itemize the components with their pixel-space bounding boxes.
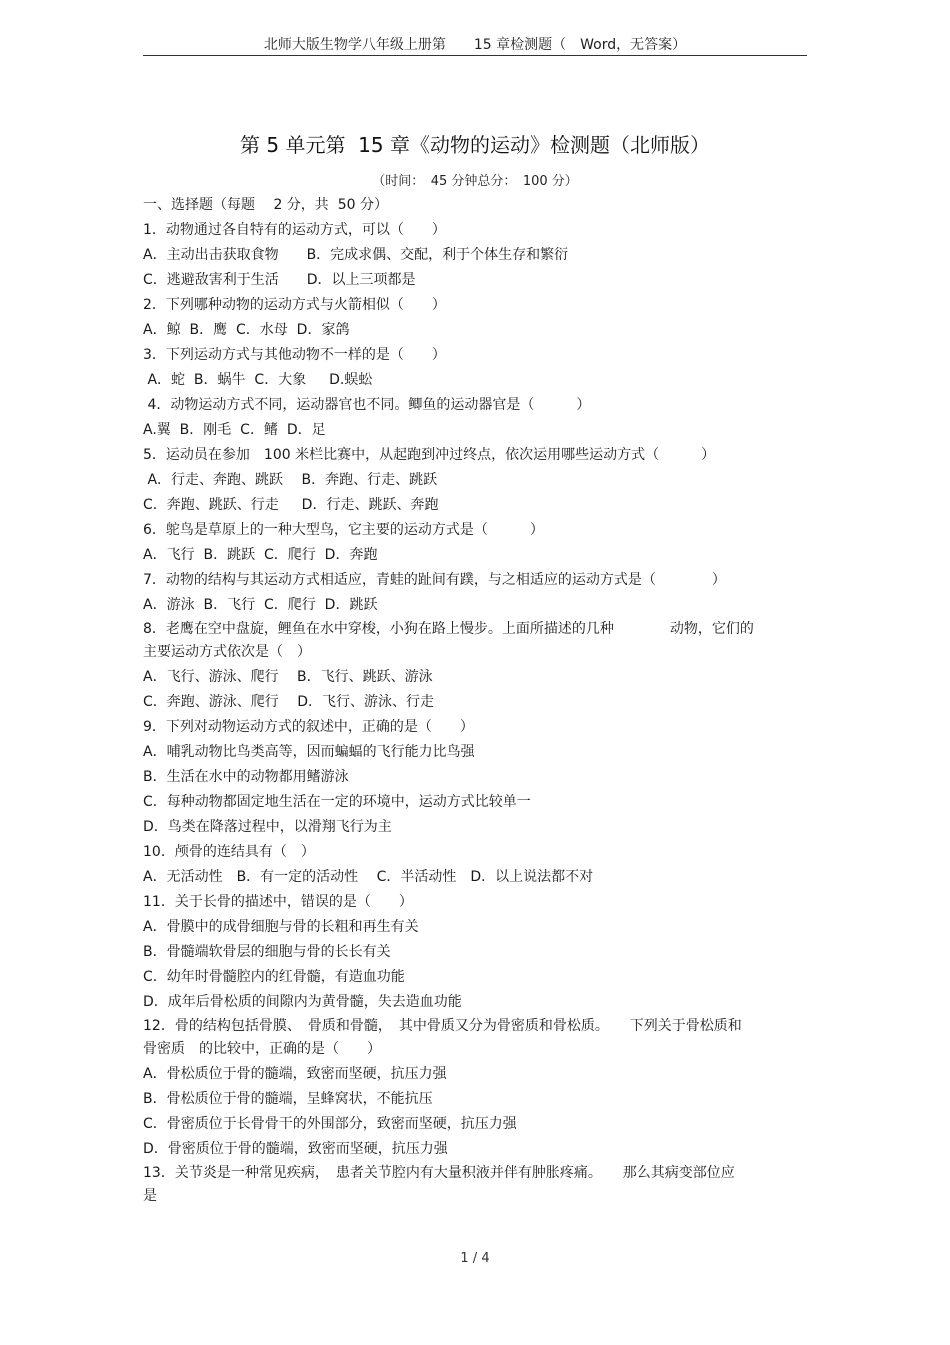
option-line: C．每种动物都固定地生活在一定的环境中，运动方式比较单一 [143,794,531,810]
option-line: A．鲸 B．鹰 C．水母 D．家鸽 [143,322,350,338]
question-line-continued: 是 [143,1188,157,1204]
option-line: C．逃避敌害利于生活 D．以上三项都是 [143,272,416,288]
page-number: 1 / 4 [460,1251,490,1266]
option-line: D．鸟类在降落过程中，以滑翔飞行为主 [143,819,392,835]
question-line: 12．骨的结构包括骨膜、 骨质和骨髓， 其中骨质又分为骨密质和骨松质。 下列关于骨松质和 [143,1018,742,1034]
option-line: C．幼年时骨髓腔内的红骨髓，有造血功能 [143,969,405,985]
option-line: C．奔跑、游泳、爬行 D．飞行、游泳、行走 [143,694,435,710]
question-line: 8．老鹰在空中盘旋，鲤鱼在水中穿梭，小狗在路上慢步。上面所描述的几种 动物，它们的 [143,621,754,637]
option-line: A．骨膜中的成骨细胞与骨的长粗和再生有关 [143,919,419,935]
option-line: A．主动出击获取食物 B．完成求偶、交配，利于个体生存和繁衍 [143,247,569,263]
option-line: B．生活在水中的动物都用鳍游泳 [143,769,349,785]
option-line: A．飞行、游泳、爬行 B．飞行、跳跃、游泳 [143,669,433,685]
option-line: A．游泳 B．飞行 C．爬行 D．跳跃 [143,597,378,613]
option-line: A．行走、奔跑、跳跃 B．奔跑、行走、跳跃 [143,472,438,488]
option-line: C．奔跑、跳跃、行走 D．行走、跳跃、奔跑 [143,497,439,513]
option-line: A．无活动性 B．有一定的活动性 C．半活动性 D．以上说法都不对 [143,869,594,885]
section-heading: 一、选择题（每题 2 分，共 50 分） [143,197,388,213]
question-body [143,193,807,1209]
option-line: A．哺乳动物比鸟类高等，因而蝙蝠的飞行能力比鸟强 [143,744,475,760]
option-line: B．骨髓端软骨层的细胞与骨的长长有关 [143,944,391,960]
question-line: 7．动物的结构与其运动方式相适应，青蛙的趾间有蹼，与之相适应的运动方式是（ ） [143,572,726,588]
question-line: 1．动物通过各自特有的运动方式，可以（ ） [143,222,446,238]
option-line: A．飞行 B．跳跃 C．爬行 D．奔跑 [143,547,378,563]
option-line: A．骨松质位于骨的髓端，致密而坚硬，抗压力强 [143,1066,447,1082]
question-line: 11．关于长骨的描述中，错误的是（ ） [143,894,413,910]
option-line: C．骨密质位于长骨骨干的外围部分，致密而坚硬，抗压力强 [143,1116,517,1132]
question-line: 13．关节炎是一种常见疾病， 患者关节腔内有大量积液并伴有肿胀疼痛。 那么其病变部位应 [143,1165,735,1181]
question-line: 6．鸵鸟是草原上的一种大型鸟，它主要的运动方式是（ ） [143,522,544,538]
question-line-continued: 主要运动方式依次是（ ） [143,644,311,660]
option-line: D．成年后骨松质的间隙内为黄骨髓，失去造血功能 [143,994,462,1010]
question-line: 5．运动员在参加 100 米栏比赛中，从起跑到冲过终点，依次运用哪些运动方式（ ） [143,447,716,463]
option-line: A.翼 B．刚毛 C．鳍 D．足 [143,422,326,438]
header-rule [143,55,807,56]
question-line: 4．动物运动方式不同，运动器官也不同。鲫鱼的运动器官是（ ） [143,397,591,413]
question-line: 9．下列对动物运动方式的叙述中，正确的是（ ） [143,719,474,735]
question-line: 2．下列哪种动物的运动方式与火箭相似（ ） [143,297,446,313]
question-line: 10．颅骨的连结具有（ ） [143,844,315,860]
question-line-continued: 骨密质 的比较中，正确的是（ ） [143,1041,381,1057]
document-subtitle: （时间： 45 分钟总分： 100 分） [372,174,578,189]
option-line: B．骨松质位于骨的髓端，呈蜂窝状，不能抗压 [143,1091,433,1107]
option-line: D．骨密质位于骨的髓端，致密而坚硬，抗压力强 [143,1141,448,1157]
running-header: 北师大版生物学八年级上册第 15 章检测题（ Word，无答案） [263,37,687,53]
question-line: 3．下列运动方式与其他动物不一样的是（ ） [143,347,446,363]
option-line: A．蛇 B．蜗牛 C．大象 D.蜈蚣 [143,372,373,388]
document-title: 第 5 单元第 15 章《动物的运动》检测题（北师版） [240,133,710,157]
